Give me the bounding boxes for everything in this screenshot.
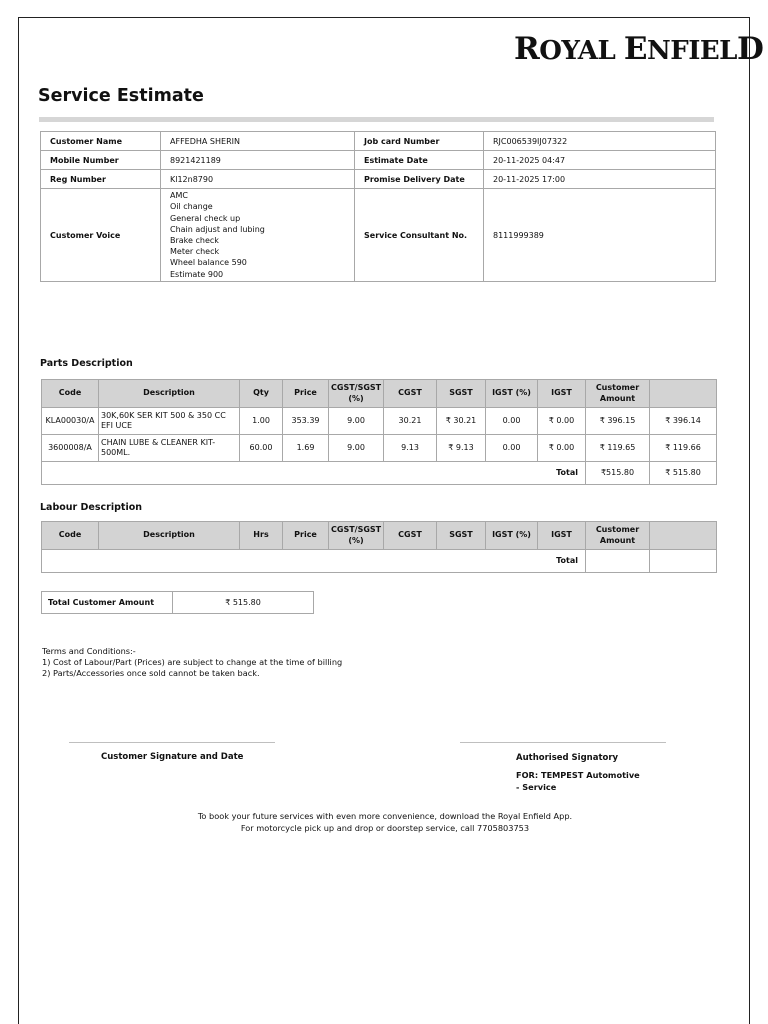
- col-header: SGST: [437, 522, 486, 550]
- table-row: [42, 435, 717, 462]
- estimate-date-label: Estimate Date: [355, 151, 484, 170]
- reg-number-label: Reg Number: [41, 170, 161, 189]
- col-header: SGST: [437, 380, 486, 408]
- terms-item: 2) Parts/Accessories once sold cannot be taken back.: [42, 668, 260, 679]
- col-header: IGST (%): [486, 380, 538, 408]
- estimate-date-value: 20-11-2025 04:47: [484, 151, 716, 170]
- col-header: [650, 522, 717, 550]
- info-row: [41, 151, 716, 170]
- labour-total-label: Total: [42, 550, 586, 573]
- mobile-number-label: Mobile Number: [41, 151, 161, 170]
- col-header: IGST (%): [486, 522, 538, 550]
- total-customer-amount-value: ₹ 515.80: [173, 592, 314, 614]
- col-header: Customer Amount: [586, 380, 650, 408]
- voice-line: Wheel balance 590: [170, 258, 247, 268]
- col-header: Qty: [240, 380, 283, 408]
- parts-total-final: ₹ 515.80: [650, 462, 717, 485]
- part-cgst: 30.21: [384, 408, 437, 435]
- customer-name-label: Customer Name: [41, 132, 161, 151]
- part-code: KLA00030/A: [42, 408, 99, 435]
- reg-number-value: Kl12n8790: [161, 170, 355, 189]
- info-row: [41, 189, 716, 282]
- col-header: IGST: [538, 380, 586, 408]
- authorised-for-line: - Service: [516, 781, 557, 792]
- part-cgst: 9.13: [384, 435, 437, 462]
- total-customer-amount-label: Total Customer Amount: [42, 592, 173, 614]
- title-divider: [39, 117, 714, 122]
- part-description: 30K,60K SER KIT 500 & 350 CC EFI UCE: [99, 408, 240, 435]
- terms-item: 1) Cost of Labour/Part (Prices) are subject to change at the time of billing: [42, 657, 343, 668]
- part-qty: 1.00: [240, 408, 283, 435]
- voice-line: Brake check: [170, 236, 219, 245]
- col-header: Description: [99, 380, 240, 408]
- mobile-number-value: 8921421189: [161, 151, 355, 170]
- col-header: Price: [283, 380, 329, 408]
- col-header: Code: [42, 380, 99, 408]
- col-header: Description: [99, 522, 240, 550]
- authorised-signatory-label: Authorised Signatory: [516, 753, 619, 763]
- col-header: Customer Amount: [586, 522, 650, 550]
- voice-line: Oil change: [170, 202, 213, 212]
- footer-line: To book your future services with even more convenience, download the Royal Enfield App.: [197, 811, 573, 821]
- job-card-value: RJC006539IJ07322: [484, 132, 716, 151]
- voice-line: Meter check: [170, 247, 220, 257]
- voice-line: AMC: [170, 191, 188, 201]
- summary-row: [42, 592, 314, 614]
- col-header: Code: [42, 522, 99, 550]
- promise-delivery-label: Promise Delivery Date: [355, 170, 484, 189]
- part-qty: 60.00: [240, 435, 283, 462]
- part-cgst-sgst-rate: 9.00: [329, 408, 384, 435]
- part-line-total: ₹ 119.66: [650, 435, 717, 462]
- col-header: CGST: [384, 380, 437, 408]
- customer-signature-label: Customer Signature and Date: [101, 752, 244, 762]
- customer-info-table: [40, 131, 716, 282]
- part-line-total: ₹ 396.14: [650, 408, 717, 435]
- table-row: [42, 408, 717, 435]
- terms-heading: Terms and Conditions:-: [42, 646, 136, 656]
- parts-table: [41, 379, 717, 485]
- authorised-for-block: [516, 770, 640, 793]
- part-sgst: ₹ 30.21: [437, 408, 486, 435]
- part-igst: ₹ 0.00: [538, 435, 586, 462]
- labour-header-row: [42, 522, 717, 550]
- part-description: CHAIN LUBE & CLEANER KIT-500ML.: [99, 435, 240, 462]
- part-cgst-sgst-rate: 9.00: [329, 435, 384, 462]
- estimate-sheet: [18, 17, 764, 1024]
- part-price: 1.69: [283, 435, 329, 462]
- promise-delivery-value: 20-11-2025 17:00: [484, 170, 716, 189]
- voice-line: General check up: [170, 213, 241, 223]
- part-customer-amount: ₹ 396.15: [586, 408, 650, 435]
- part-customer-amount: ₹ 119.65: [586, 435, 650, 462]
- service-consultant-label: Service Consultant No.: [355, 189, 484, 282]
- col-header: [650, 380, 717, 408]
- col-header: Hrs: [240, 522, 283, 550]
- info-row: [41, 170, 716, 189]
- info-row: [41, 132, 716, 151]
- parts-total-label: Total: [42, 462, 586, 485]
- parts-header-row: [42, 380, 717, 408]
- col-header: IGST: [538, 522, 586, 550]
- parts-total-row: [42, 462, 717, 485]
- part-code: 3600008/A: [42, 435, 99, 462]
- authorised-signature-line: [460, 742, 666, 743]
- col-header: CGST: [384, 522, 437, 550]
- footer-line: For motorcycle pick up and drop or doorstep service, call 7705803753: [240, 823, 530, 833]
- authorised-for-line: FOR: TEMPEST Automotive: [516, 770, 640, 780]
- terms-block: [42, 646, 342, 680]
- job-card-label: Job card Number: [355, 132, 484, 151]
- labour-section-title: Labour Description: [40, 502, 142, 513]
- labour-total-final: [650, 550, 717, 573]
- col-header: Price: [283, 522, 329, 550]
- col-header: CGST/SGST (%): [329, 522, 384, 550]
- customer-signature-line: [69, 742, 275, 743]
- part-sgst: ₹ 9.13: [437, 435, 486, 462]
- customer-voice-value: [161, 189, 355, 282]
- part-price: 353.39: [283, 408, 329, 435]
- voice-line: Estimate 900: [170, 269, 224, 279]
- part-igst-rate: 0.00: [486, 408, 538, 435]
- parts-total-amount: ₹515.80: [586, 462, 650, 485]
- col-header: CGST/SGST (%): [329, 380, 384, 408]
- page-title: Service Estimate: [38, 86, 204, 106]
- voice-line: Chain adjust and lubing: [170, 224, 265, 234]
- footer-note: [19, 810, 751, 834]
- part-igst-rate: 0.00: [486, 435, 538, 462]
- labour-total-row: [42, 550, 717, 573]
- part-igst: ₹ 0.00: [538, 408, 586, 435]
- labour-table: [41, 521, 717, 573]
- royal-enfield-logo: ROYAL ENFIELD: [514, 31, 764, 67]
- service-consultant-value: 8111999389: [484, 189, 716, 282]
- customer-voice-label: Customer Voice: [41, 189, 161, 282]
- total-customer-amount-box: [41, 591, 314, 614]
- customer-name-value: AFFEDHA SHERIN: [161, 132, 355, 151]
- labour-total-amount: [586, 550, 650, 573]
- parts-section-title: Parts Description: [40, 358, 133, 369]
